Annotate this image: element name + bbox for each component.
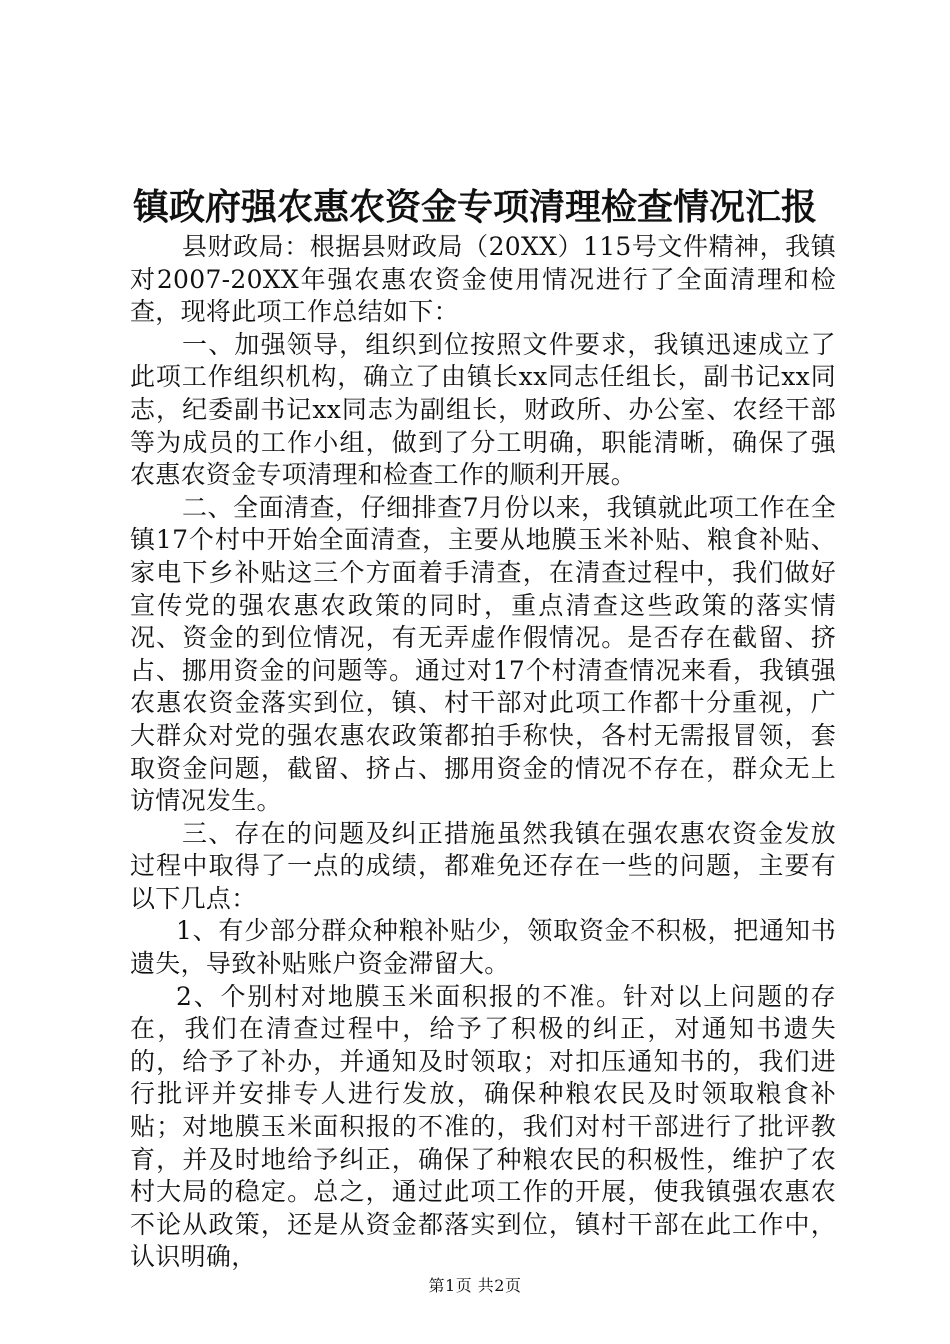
paragraph-item-2: 2、个别村对地膜玉米面积报的不准。针对以上问题的存在，我们在清查过程中，给予了积极的纠正，对通知书遗失的，给予了补办，并通知及时领取；对扣压通知书的，我们进行批评并安排专人进行发放，确保种粮农民及时领取粮食补贴；对地膜玉米面积报的不准的，我们对村干部进行了批评教育，并及时地给予纠正，确保了种粮农民的积极性，维护了农村大局的稳定。总之，通过此项工作的开展，使我镇强农惠农不论从政策，还是从资金都落实到位，镇村干部在此工作中，认识明确， bbox=[130, 981, 836, 1272]
document-body bbox=[130, 231, 836, 1274]
paragraph-intro: 县财政局：根据县财政局（20XX）115号文件精神，我镇对2007-20XX年强农惠农资金使用情况进行了全面清理和检查，现将此项工作总结如下： bbox=[130, 232, 836, 327]
paragraph-section-3: 三、存在的问题及纠正措施虽然我镇在强农惠农资金发放过程中取得了一点的成绩，都难免还存在一些的问题，主要有以下几点： bbox=[130, 818, 836, 913]
paragraph-section-1: 一、加强领导，组织到位按照文件要求，我镇迅速成立了此项工作组织机构，确立了由镇长xx同志任组长，副书记xx同志，纪委副书记xx同志为副组长，财政所、办公室、农经干部等为成员的工作小组，做到了分工明确，职能清晰，确保了强农惠农资金专项清理和检查工作的顺利开展。 bbox=[130, 329, 836, 490]
paragraph-section-2: 二、全面清查，仔细排查7月份以来，我镇就此项工作在全镇17个村中开始全面清查，主要从地膜玉米补贴、粮食补贴、家电下乡补贴这三个方面着手清查，在清查过程中，我们做好宣传党的强农惠农政策的同时，重点清查这些政策的落实情况、资金的到位情况，有无弄虚作假情况。是否存在截留、挤占、挪用资金的问题等。通过对17个村清查情况来看，我镇强农惠农资金落实到位，镇、村干部对此项工作都十分重视，广大群众对党的强农惠农政策都拍手称快，各村无需报冒领，套取资金问题，截留、挤占、挪用资金的情况不存在，群众无上访情况发生。 bbox=[130, 492, 836, 816]
page-number-footer: 第1页 共2页 bbox=[428, 1276, 522, 1295]
paragraph-item-1: 1、有少部分群众种粮补贴少，领取资金不积极，把通知书遗失，导致补贴账户资金滞留大。 bbox=[130, 916, 836, 979]
document-title: 镇政府强农惠农资金专项清理检查情况汇报 bbox=[132, 187, 817, 228]
